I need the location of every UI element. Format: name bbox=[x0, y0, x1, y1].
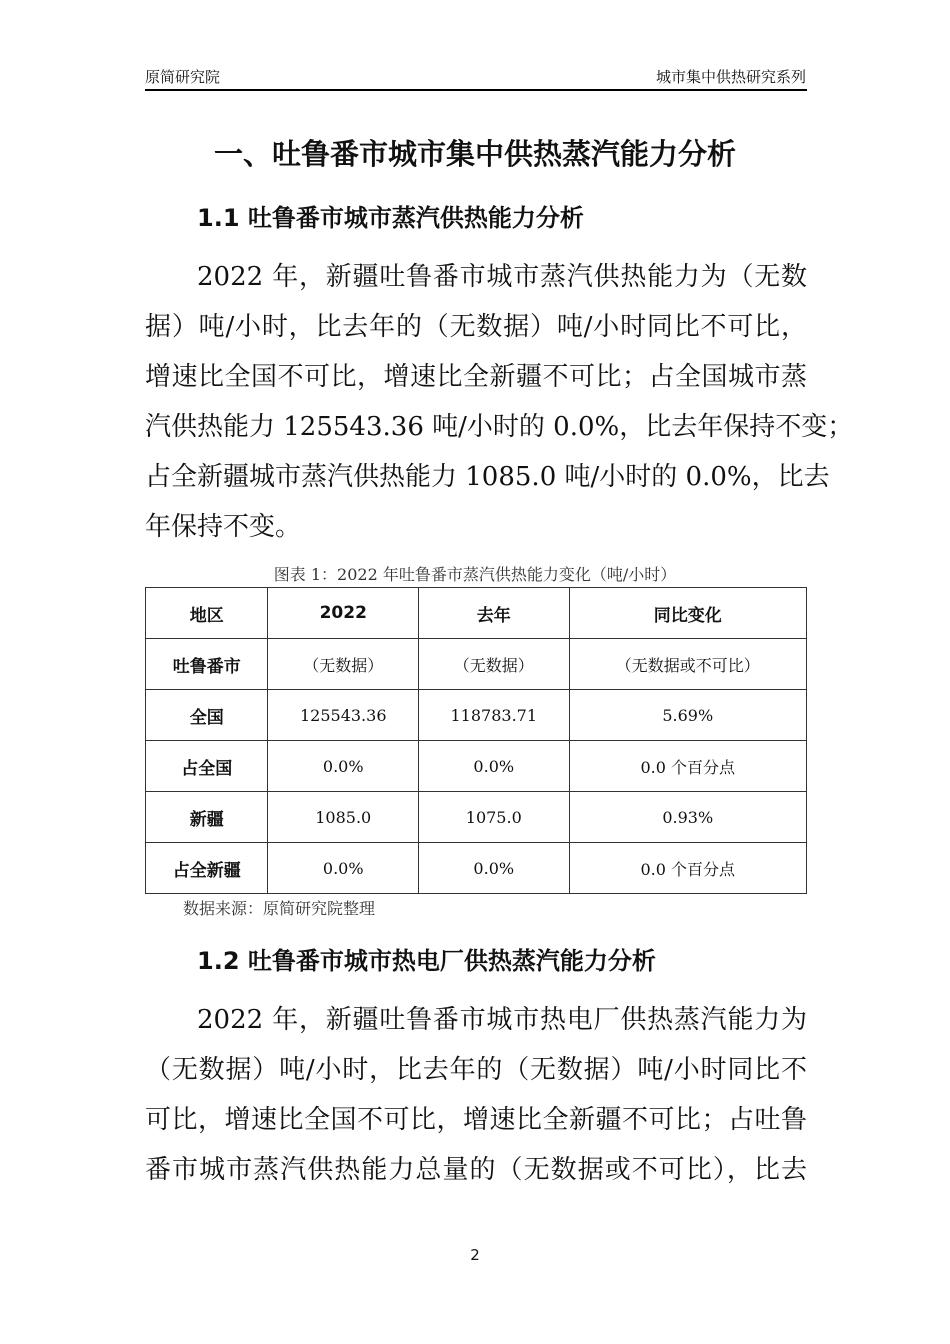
text-line: 年保持不变。 bbox=[145, 512, 302, 542]
region-cell: 占全国 bbox=[146, 741, 268, 792]
column-header: 同比变化 bbox=[569, 588, 806, 639]
header-left: 原简研究院 bbox=[145, 68, 221, 86]
table-row bbox=[146, 690, 807, 741]
data-table bbox=[145, 587, 807, 894]
value-cell: 1075.0 bbox=[419, 792, 570, 843]
region-cell: 吐鲁番市 bbox=[146, 639, 268, 690]
paragraph-1 bbox=[145, 252, 854, 552]
text-line: 2022 年，新疆吐鲁番市城市蒸汽供热能力为（无数 bbox=[197, 262, 807, 292]
table-source: 数据来源：原简研究院整理 bbox=[183, 899, 376, 918]
value-cell: 0.93% bbox=[569, 792, 806, 843]
value-cell: （无数据或不可比） bbox=[569, 639, 806, 690]
page-number: 2 bbox=[470, 1246, 480, 1264]
value-cell: （无数据） bbox=[268, 639, 419, 690]
value-cell: 125543.36 bbox=[268, 690, 419, 741]
text-line: 番市城市蒸汽供热能力总量的（无数据或不可比），比去 bbox=[145, 1155, 807, 1185]
value-cell: 0.0% bbox=[419, 843, 570, 894]
region-cell: 占全新疆 bbox=[146, 843, 268, 894]
text-line: 汽供热能力 125543.36 吨/小时的 0.0%，比去年保持不变； bbox=[145, 412, 854, 442]
table-row bbox=[146, 792, 807, 843]
paragraph-2 bbox=[145, 995, 807, 1195]
region-cell: 全国 bbox=[146, 690, 268, 741]
text-line: 占全新疆城市蒸汽供热能力 1085.0 吨/小时的 0.0%，比去 bbox=[145, 462, 830, 492]
text-line: 增速比全国不可比，增速比全新疆不可比；占全国城市蒸 bbox=[145, 362, 807, 392]
section-heading-1-1: 1.1 吐鲁番市城市蒸汽供热能力分析 bbox=[197, 204, 584, 232]
text-line: （无数据）吨/小时，比去年的（无数据）吨/小时同比不 bbox=[145, 1055, 807, 1085]
value-cell: 0.0 个百分点 bbox=[569, 741, 806, 792]
value-cell: 0.0% bbox=[268, 741, 419, 792]
text-line: 可比，增速比全国不可比，增速比全新疆不可比；占吐鲁 bbox=[145, 1105, 807, 1135]
value-cell: 118783.71 bbox=[419, 690, 570, 741]
text-line: 据）吨/小时，比去年的（无数据）吨/小时同比不可比， bbox=[145, 312, 807, 342]
value-cell: 0.0% bbox=[419, 741, 570, 792]
value-cell: 0.0% bbox=[268, 843, 419, 894]
value-cell: 0.0 个百分点 bbox=[569, 843, 806, 894]
column-header: 去年 bbox=[419, 588, 570, 639]
header-rule bbox=[145, 89, 807, 91]
table-header-row bbox=[146, 588, 807, 639]
value-cell: （无数据） bbox=[419, 639, 570, 690]
region-cell: 新疆 bbox=[146, 792, 268, 843]
table-row bbox=[146, 741, 807, 792]
column-header: 地区 bbox=[146, 588, 268, 639]
section-heading-1-2: 1.2 吐鲁番市城市热电厂供热蒸汽能力分析 bbox=[197, 947, 656, 975]
text-line: 2022 年，新疆吐鲁番市城市热电厂供热蒸汽能力为 bbox=[197, 1005, 807, 1035]
value-cell: 1085.0 bbox=[268, 792, 419, 843]
column-header: 2022 bbox=[268, 588, 419, 639]
value-cell: 5.69% bbox=[569, 690, 806, 741]
chapter-title: 一、吐鲁番市城市集中供热蒸汽能力分析 bbox=[213, 137, 736, 171]
table-row bbox=[146, 639, 807, 690]
table-row bbox=[146, 843, 807, 894]
header-right: 城市集中供热研究系列 bbox=[655, 68, 806, 86]
table-caption: 图表 1：2022 年吐鲁番市蒸汽供热能力变化（吨/小时） bbox=[273, 565, 677, 584]
